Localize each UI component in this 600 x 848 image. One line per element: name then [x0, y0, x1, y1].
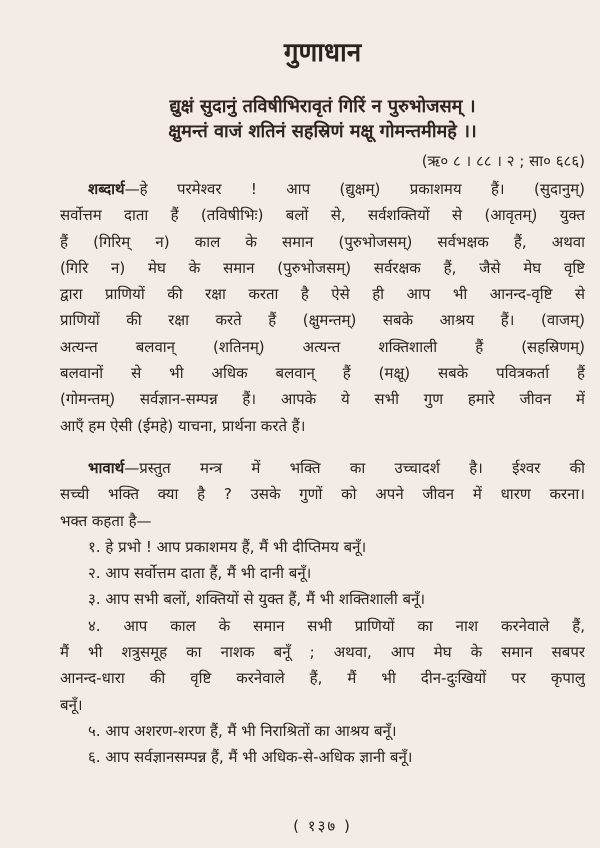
- list-item-4-line-2: मैं भी शत्रुसमूह का नाशक बनूँ ; अथवा, आप मेघ के समान सबपर: [60, 643, 585, 662]
- shabdarth-section: [60, 176, 585, 439]
- list-number: ४.: [88, 616, 101, 635]
- list-number: १.: [88, 537, 101, 556]
- shabdarth-line-2: सर्वोत्तम दाता हैं (तविषीभिः) बलों से, सर्वशक्तियों से (आवृतम्) युक्त: [60, 206, 585, 225]
- book-page: [60, 0, 585, 848]
- bhavarth-section: [60, 455, 585, 771]
- verse-reference: (ऋ० ८ । ८८ । २ ; सा० ६८६): [421, 152, 585, 170]
- page-number: ( १३७ ): [293, 817, 352, 835]
- list-item-4: ४. आप काल के समान सभी प्राणियों का नाश करनेवाले हैं,: [88, 616, 585, 635]
- shabdarth-line-5: द्वारा प्राणियों की रक्षा करता है ऐसे ही आप भी आनन्द-वृष्टि से: [60, 285, 585, 304]
- list-number: ५.: [88, 721, 101, 740]
- shabdarth-line-9: (गोमन्तम्) सर्वज्ञान-सम्पन्न हैं। आपके ये सभी गुण हमारे जीवन में: [60, 390, 585, 409]
- bhavarth-line-1: भावार्थ—प्रस्तुत मन्त्र में भक्ति का उच्चादर्श है। ईश्वर की: [88, 459, 585, 477]
- list-item-2: २. आप सर्वोत्तम दाता हैं, मैं भी दानी बनूँ।: [88, 564, 312, 583]
- shabdarth-line-1: शब्दार्थ—हे परमेश्वर ! आप (द्युक्षम्) प्रकाशमय हैं। (सुदानुम्): [88, 180, 585, 198]
- shabdarth-line-8: बलवानों से भी अधिक बलवान् हैं (मक्षू) सबके पवित्रकर्ता हैं: [60, 364, 585, 383]
- bhavarth-line-2: सच्ची भक्ति क्या है ? उसके गुणों को अपने जीवन में धारण करना।: [60, 485, 585, 504]
- list-item-3: ३. आप सभी बलों, शक्तियों से युक्त हैं, मैं भी शक्तिशाली बनूँ।: [88, 590, 426, 609]
- list-item-4-line-4: बनूँ।: [60, 695, 83, 714]
- bhavarth-line-3: भक्त कहता है—: [60, 511, 152, 530]
- shabdarth-line-7: अत्यन्त बलवान् (शतिनम्) अत्यन्त शक्तिशाली हैं (सहस्रिणम्): [60, 337, 585, 356]
- list-number: ६.: [88, 748, 101, 767]
- mantra-line-2: क्षुमन्तं वाजं शतिनं सहस्रिणं मक्षू गोमन्तमीमहे ।।: [168, 121, 477, 142]
- shabdarth-heading: शब्दार्थ: [88, 180, 125, 198]
- list-item-5: ५. आप अशरण-शरण हैं, मैं भी निराश्रितों का आश्रय बनूँ।: [88, 721, 397, 740]
- list-number: ३.: [88, 590, 101, 609]
- list-item-6: ६. आप सर्वज्ञानसम्पन्न हैं, मैं भी अधिक-से-अधिक ज्ञानी बनूँ।: [88, 748, 413, 767]
- bhavarth-heading: भावार्थ: [88, 459, 125, 477]
- list-item-4-line-3: आनन्द-धारा की वृष्टि करनेवाले हैं, मैं भी दीन-दुःखियों पर कृपालु: [60, 669, 585, 688]
- page-title: गुणाधान: [283, 38, 362, 68]
- shabdarth-line-4: (गिरि न) मेघ के समान (पुरुभोजसम्) सर्वरक्षक हैं, जैसे मेघ वृष्टि: [60, 258, 585, 277]
- shabdarth-line-3: हैं (गिरिम् न) काल के समान (पुरुभोजसम्) सर्वभक्षक हैं, अथवा: [60, 232, 585, 251]
- mantra-line-1: द्युक्षं सुदानुं तविषीभिरावृतं गिरिं न पुरुभोजसम् ।: [169, 96, 476, 117]
- shabdarth-line-10: आएँ हम ऐसी (ईमहे) याचना, प्रार्थना करते हैं।: [60, 416, 306, 435]
- list-item-1: १. हे प्रभो ! आप प्रकाशमय हैं, मैं भी दीप्तिमय बनूँ।: [88, 537, 367, 556]
- list-number: २.: [88, 564, 101, 583]
- shabdarth-line-6: प्राणियों की रक्षा करते हैं (क्षुमन्तम्) सबके आश्रय हैं। (वाजम्): [60, 311, 585, 330]
- mantra-verse: [60, 94, 585, 144]
